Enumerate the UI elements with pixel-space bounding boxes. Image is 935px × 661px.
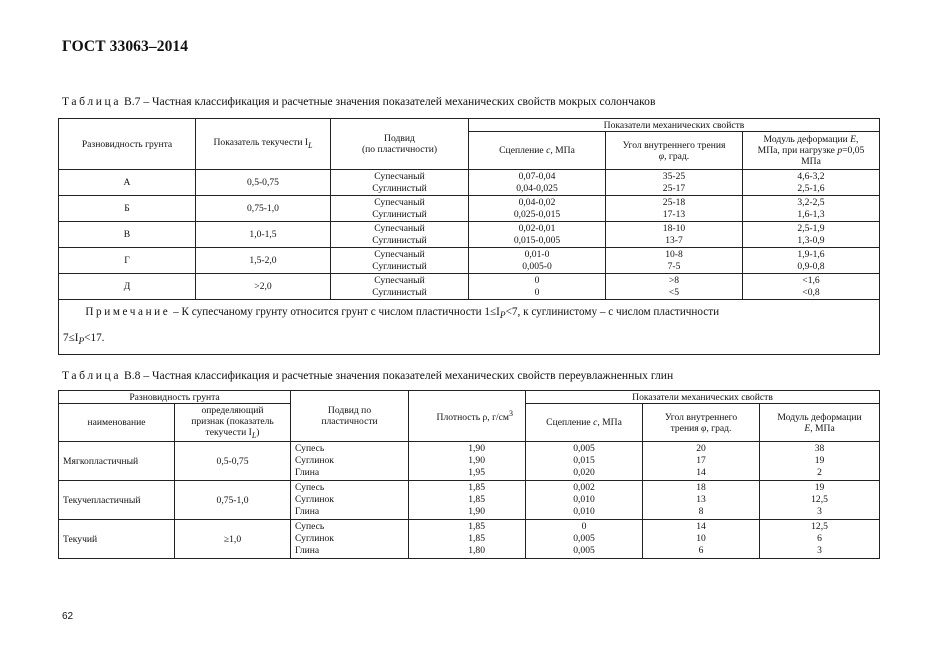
t8-defining-sub: L	[251, 430, 257, 440]
t7-cell-liquidity: >2,0	[196, 274, 331, 300]
t7-cell-subtype	[331, 196, 469, 222]
t7-cell-subtype-line: Супесчаный	[374, 196, 425, 208]
t8-cell-subtype-line: Глина	[295, 506, 320, 517]
t7-cell-type: Г	[59, 248, 196, 274]
t8-header-modulus	[760, 404, 880, 442]
t7-cell-friction-line: 7-5	[667, 260, 681, 272]
t7-modulus-l2b: =0,05	[842, 145, 865, 156]
t8-cell-liquidity: ≥1,0	[175, 520, 291, 559]
t7-modulus-l1: Модуль деформации	[763, 134, 851, 145]
t8-friction-sym: φ	[701, 422, 707, 434]
t7-cell-friction	[606, 248, 743, 274]
t8-cell-friction	[643, 442, 760, 481]
t7-cell-friction-line: 10-8	[665, 248, 683, 260]
t8-defining-l1: определяющий	[201, 404, 264, 416]
t7-cell-subtype	[331, 274, 469, 300]
t7-note-text1: – К супесчаному грунту относится грунт с числом пластичности 1≤I	[170, 306, 500, 318]
t8-friction-l1: Угол внутреннего	[664, 411, 738, 423]
t8-cell-name: Текучий	[59, 520, 175, 559]
t8-row	[59, 481, 880, 520]
t8-cell-modulus-line: 3	[817, 506, 822, 517]
t7-row	[59, 196, 880, 222]
t7-header-friction	[606, 132, 743, 170]
t8-cell-subtype-line: Глина	[295, 545, 320, 556]
t8-cell-friction-line: 17	[696, 455, 706, 466]
t8-friction-l2b: , град.	[706, 422, 732, 434]
t7-modulus-l1b: ,	[856, 134, 859, 145]
t7-cell-subtype-line: Супесчаный	[374, 248, 425, 260]
t8-cell-cohesion-line: 0,005	[573, 545, 595, 556]
t7-cell-subtype-line: Суглинистый	[372, 182, 427, 194]
t8-cell-subtype-line: Суглинок	[295, 533, 334, 544]
t8-cell-density-line: 1,90	[468, 455, 486, 466]
t7-cell-modulus-line: 4,6-3,2	[797, 170, 825, 182]
t8-cell-modulus-line: 3	[817, 545, 822, 556]
t8-body	[59, 442, 880, 559]
t8-cell-subtype-line: Суглинок	[295, 494, 334, 505]
document-id: ГОСТ 33063–2014	[62, 38, 189, 55]
page-number: 62	[62, 611, 74, 622]
t8-defining-l3: текучести I	[205, 426, 252, 438]
t7-cell-subtype-line: Суглинистый	[372, 260, 427, 272]
t7-cell-friction-line: >8	[668, 274, 680, 286]
t8-cell-cohesion-line: 0,005	[573, 443, 595, 454]
t8-cell-density	[409, 481, 526, 520]
t8-cell-friction-line: 13	[696, 494, 706, 505]
t7-subtype-l1: Подвид	[384, 133, 415, 144]
t7-cell-modulus	[743, 222, 880, 248]
t7-cell-cohesion-line: 0,04-0,02	[518, 196, 556, 208]
t7-cell-friction	[606, 196, 743, 222]
t7-cell-modulus-line: <0,8	[802, 286, 820, 298]
t7-cell-subtype	[331, 248, 469, 274]
t8-density-sup: 3	[509, 409, 514, 419]
t7-cell-cohesion-line: 0,01-0	[524, 248, 550, 260]
t7-liquidity-sub: L	[308, 140, 313, 150]
t7-cell-friction-line: 18-10	[662, 222, 686, 234]
t8-cell-name: Мягкопластичный	[59, 442, 175, 481]
t7-row	[59, 274, 880, 300]
t8-modulus-l2: , МПа	[810, 422, 835, 434]
table8-caption	[62, 369, 673, 382]
t7-modulus-p: p	[837, 145, 843, 156]
t7-cohesion-b: , МПа	[550, 145, 575, 156]
t7-row	[59, 248, 880, 274]
t7-note-text4: <17.	[84, 332, 105, 345]
t7-cell-cohesion	[469, 274, 606, 300]
t7-cell-friction-line: 35-25	[662, 170, 686, 182]
t8-cell-density-line: 1,85	[468, 494, 486, 505]
t7-header-modulus	[743, 132, 880, 170]
t8-cell-cohesion	[526, 481, 643, 520]
t8-header-density	[409, 391, 526, 442]
t7-cell-cohesion-line: 0,015-0,005	[513, 234, 561, 246]
t7-cohesion-a: Сцепление	[499, 145, 547, 156]
t7-cell-friction-line: 25-17	[662, 182, 686, 194]
t7-cell-cohesion-line: 0,02-0,01	[518, 222, 556, 234]
t8-cell-friction-line: 18	[696, 482, 706, 493]
t8-header-name: наименование	[59, 404, 175, 442]
t7-modulus-l2: МПа, при нагрузке	[757, 145, 838, 156]
t7-cell-modulus-line: <1,6	[802, 274, 820, 286]
t7-cell-cohesion-line: 0	[534, 286, 540, 298]
t8-header-cohesion	[526, 404, 643, 442]
t7-cell-modulus	[743, 170, 880, 196]
t7-cell-type: Б	[59, 196, 196, 222]
t8-cell-modulus-line: 38	[814, 443, 825, 454]
t7-note-sub1: P	[499, 311, 506, 322]
t7-note-text3: 7≤I	[63, 332, 79, 345]
t8-cell-modulus-line: 6	[817, 533, 822, 544]
t8-cell-subtype-line: Супесь	[295, 521, 325, 532]
t8-cell-density	[409, 442, 526, 481]
t7-cell-subtype-line: Суглинистый	[372, 286, 427, 298]
table7-caption	[62, 95, 655, 108]
t8-cell-modulus-line: 12,5	[811, 494, 828, 505]
t8-cell-cohesion	[526, 520, 643, 559]
t8-subtype-l2: пластичности	[321, 416, 378, 427]
t7-note-word: Примечание	[85, 306, 171, 318]
t8-row	[59, 442, 880, 481]
t8-cell-cohesion-line: 0,020	[573, 467, 595, 478]
t7-cell-friction	[606, 274, 743, 300]
table7-caption-text: В.7 – Частная классификация и расчетные значения показателей механических свойств мокрых солончаков	[121, 95, 656, 108]
t8-cell-cohesion-line: 0,002	[573, 482, 595, 493]
t8-cell-friction-line: 6	[698, 545, 704, 556]
t8-density-text: Плотность ρ, г/см	[436, 412, 510, 424]
t8-cell-density-line: 1,90	[468, 443, 486, 454]
t8-cell-density-line: 1,90	[468, 506, 486, 517]
t7-body	[59, 170, 880, 300]
t8-cell-modulus-line: 19	[814, 482, 825, 493]
t8-cell-liquidity: 0,75-1,0	[175, 481, 291, 520]
t7-cell-subtype	[331, 170, 469, 196]
t8-friction-l2a: трения	[670, 422, 702, 434]
t7-modulus-l3: МПа	[801, 156, 821, 167]
t8-cell-cohesion-line: 0,010	[573, 506, 595, 517]
t7-subtype-l2: (по пластичности)	[361, 144, 438, 155]
t7-friction-sym: φ	[658, 150, 665, 162]
t8-cell-subtype-line: Глина	[295, 467, 320, 478]
t8-cell-cohesion-line: 0	[581, 521, 587, 532]
t7-header-liquidity	[196, 119, 331, 170]
t7-cell-modulus-line: 1,6-1,3	[797, 208, 825, 220]
t7-cell-friction	[606, 170, 743, 196]
t8-cell-modulus-line: 2	[817, 467, 822, 478]
t7-cell-modulus	[743, 196, 880, 222]
t7-cell-liquidity: 0,75-1,0	[196, 196, 331, 222]
t8-subtype-l1: Подвид по	[327, 405, 372, 416]
t8-cell-density-line: 1,80	[468, 545, 486, 556]
t8-cell-cohesion-line: 0,015	[573, 455, 595, 466]
t8-cell-subtype	[291, 481, 409, 520]
t8-cell-friction-line: 10	[696, 533, 706, 544]
t7-cell-liquidity: 1,0-1,5	[196, 222, 331, 248]
t7-note	[59, 300, 880, 355]
t8-cell-subtype	[291, 520, 409, 559]
t7-header-subtype	[331, 119, 469, 170]
t8-cell-subtype-line: Суглинок	[295, 455, 334, 466]
t7-cell-type: Д	[59, 274, 196, 300]
t8-cell-cohesion-line: 0,005	[573, 533, 595, 544]
t8-cohesion-b: , МПа	[597, 417, 622, 428]
t7-header-soil-type: Разновидность грунта	[59, 119, 196, 170]
t8-cell-name: Текучепластичный	[59, 481, 175, 520]
t7-cell-type: А	[59, 170, 196, 196]
t8-cell-density-line: 1,85	[468, 482, 486, 493]
t7-cell-friction-line: <5	[668, 286, 680, 298]
t8-cell-friction	[643, 481, 760, 520]
t7-cell-subtype-line: Супесчаный	[374, 222, 425, 234]
t7-cohesion-sym: c	[546, 145, 551, 156]
t7-cell-cohesion	[469, 222, 606, 248]
t7-cell-cohesion	[469, 170, 606, 196]
t7-cell-subtype	[331, 222, 469, 248]
t8-cell-density-line: 1,95	[468, 467, 486, 478]
t8-modulus-l1: Модуль деформации	[777, 411, 862, 423]
t7-cell-cohesion-line: 0	[534, 274, 540, 286]
t8-header-friction	[643, 404, 760, 442]
t7-cell-friction	[606, 222, 743, 248]
t7-header-cohesion	[469, 132, 606, 170]
t7-cell-modulus-line: 3,2-2,5	[797, 196, 825, 208]
t7-cell-friction-line: 17-13	[662, 208, 686, 220]
t7-cell-cohesion-line: 0,005-0	[522, 260, 552, 272]
t7-header-mech-group: Показатели механических свойств	[469, 119, 880, 132]
t7-cell-liquidity: 1,5-2,0	[196, 248, 331, 274]
t8-cell-cohesion-line: 0,010	[573, 494, 595, 505]
t8-cell-subtype-line: Супесь	[295, 482, 325, 493]
t7-row	[59, 222, 880, 248]
t8-cell-friction-line: 14	[696, 467, 706, 478]
t7-modulus-sym: E	[850, 134, 857, 145]
t8-header-mech-group: Показатели механических свойств	[526, 391, 880, 404]
t7-cell-modulus	[743, 274, 880, 300]
t7-cell-liquidity: 0,5-0,75	[196, 170, 331, 196]
t7-note-sub2: P	[78, 337, 85, 348]
t8-cell-density	[409, 520, 526, 559]
t7-cell-modulus-line: 2,5-1,6	[797, 182, 825, 194]
t8-cell-subtype-line: Супесь	[295, 443, 325, 454]
t8-cell-friction-line: 20	[696, 443, 706, 454]
t8-header-defining	[175, 404, 291, 442]
t8-defining-l2: признак (показатель	[191, 415, 274, 427]
table8-caption-word: Таблица	[62, 369, 122, 382]
t7-note-text2: <7, к суглинистому – с числом пластичности	[505, 306, 720, 318]
t7-friction-l2: , град.	[664, 150, 690, 162]
table8	[58, 390, 880, 559]
t8-cell-friction-line: 14	[696, 521, 706, 532]
t8-defining-close: )	[256, 426, 260, 438]
t8-row	[59, 520, 880, 559]
t8-cell-modulus-line: 19	[814, 455, 825, 466]
t8-cell-modulus-line: 12,5	[811, 521, 828, 532]
t7-cell-subtype-line: Супесчаный	[374, 170, 425, 182]
t8-header-subtype	[291, 391, 409, 442]
t7-cell-cohesion-line: 0,025-0,015	[513, 208, 561, 220]
t8-cohesion-sym: c	[593, 417, 598, 428]
t7-cell-friction-line: 25-18	[662, 196, 686, 208]
t8-cell-friction-line: 8	[698, 506, 704, 517]
t7-cell-cohesion	[469, 248, 606, 274]
table7-caption-word: Таблица	[62, 95, 122, 108]
t8-cell-modulus	[760, 442, 880, 481]
t7-cell-cohesion-line: 0,07-0,04	[518, 170, 556, 182]
t7-cell-subtype-line: Суглинистый	[372, 234, 427, 246]
table8-caption-text: В.8 – Частная классификация и расчетные значения показателей механических свойств переувлажненных глин	[121, 369, 674, 382]
t8-header-soil-group: Разновидность грунта	[59, 391, 291, 404]
t7-cell-modulus-line: 0,9-0,8	[797, 260, 825, 272]
t8-cell-friction	[643, 520, 760, 559]
t7-row	[59, 170, 880, 196]
t7-cell-subtype-line: Супесчаный	[374, 274, 425, 286]
t7-cell-subtype-line: Суглинистый	[372, 208, 427, 220]
t7-liquidity-text: Показатель текучести I	[213, 137, 309, 149]
t8-cell-density-line: 1,85	[468, 533, 486, 544]
t7-cell-cohesion-line: 0,04-0,025	[516, 182, 558, 194]
table7	[58, 118, 880, 355]
t7-cell-modulus-line: 1,9-1,6	[797, 248, 825, 260]
t7-cell-type: В	[59, 222, 196, 248]
t8-modulus-sym: E	[804, 422, 811, 434]
t7-cell-modulus	[743, 248, 880, 274]
t7-cell-friction-line: 13-7	[665, 234, 683, 246]
t8-cell-subtype	[291, 442, 409, 481]
t8-cell-modulus	[760, 481, 880, 520]
t8-cell-cohesion	[526, 442, 643, 481]
t7-friction-l1: Угол внутреннего трения	[622, 139, 726, 151]
t7-cell-cohesion	[469, 196, 606, 222]
t8-cohesion-a: Сцепление	[546, 417, 594, 428]
t7-cell-modulus-line: 2,5-1,9	[797, 222, 825, 234]
t8-cell-modulus	[760, 520, 880, 559]
t7-cell-modulus-line: 1,3-0,9	[797, 234, 825, 246]
t8-cell-density-line: 1,85	[468, 521, 486, 532]
t8-cell-liquidity: 0,5-0,75	[175, 442, 291, 481]
